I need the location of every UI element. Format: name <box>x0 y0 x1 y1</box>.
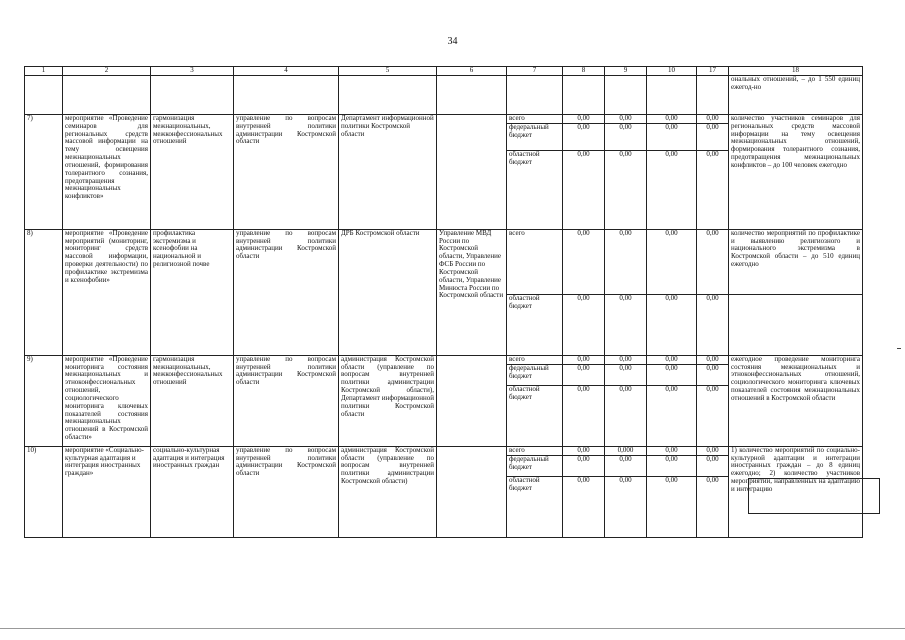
amount-cell: 0,00 <box>647 364 697 385</box>
funding-source: всего <box>507 355 563 364</box>
event-goal: гармонизация межнациональных, межконфессиональных отношений <box>151 115 234 230</box>
header-cell: 7 <box>507 67 563 76</box>
funding-source: всего <box>507 446 563 455</box>
amount-cell: 0,00 <box>605 150 647 229</box>
amount-cell: 0,00 <box>563 476 605 537</box>
header-row <box>25 67 863 76</box>
amount-cell: 0,00 <box>697 123 729 150</box>
amount-cell: 0,00 <box>605 476 647 537</box>
header-cell: 18 <box>729 67 863 76</box>
amount-cell: 0,00 <box>697 455 729 476</box>
event-name: мероприятие «Проведение мероприятий (мониторинг, мониторинг средств массовой информации, проверки деятельности) по профилактике экстремизма и ксенофобии» <box>63 229 151 355</box>
co-executor: администрация Костромской области (управление по вопросам внутренней политики администрации Костромской области), Департамент информационной политики Костромской области <box>339 355 437 446</box>
expected-result: ежегодное проведение мониторинга состояния межнациональных и этноконфессиональных отношений, социологического мониторинга ключевых показателей состояния межнациональных отношений в Костромской области <box>729 355 863 446</box>
expected-result: количество участников семинаров для региональных средств массовой информации на тему освещения межнациональных отношений, формирования толерантного сознания, предотвращения межнациональных конфликтов – до 100 человек ежегодно <box>729 115 863 230</box>
amount-cell: 0,00 <box>697 385 729 446</box>
amount-cell: 0,00 <box>647 123 697 150</box>
amount-cell: 0,00 <box>605 364 647 385</box>
table-row <box>25 355 863 364</box>
amount-cell: 0,00 <box>647 385 697 446</box>
funding-source: областной бюджет <box>507 476 563 537</box>
amount-cell: 0,00 <box>605 115 647 124</box>
header-cell: 2 <box>63 67 151 76</box>
program-table <box>24 66 863 538</box>
header-cell: 8 <box>563 67 605 76</box>
amount-cell: 0,00 <box>647 229 697 294</box>
funding-source: всего <box>507 229 563 294</box>
page-bottom-edge <box>0 628 905 629</box>
amount-cell: 0,00 <box>563 229 605 294</box>
amount-cell: 0,00 <box>563 446 605 455</box>
amount-cell: 0,00 <box>647 476 697 537</box>
responsible-executor: управление по вопросам внутренней политики администрации Костромской области <box>234 446 339 537</box>
event-name: мероприятие «Проведение семинаров для региональных средств массовой информации на тему освещения межнациональных отношений, формирования толерантного сознания, предотвращения межнациональных конфликтов» <box>63 115 151 230</box>
amount-cell: 0,00 <box>697 446 729 455</box>
amount-cell: 0,00 <box>605 294 647 355</box>
expected-result: 1) количество мероприятий по социально-культурной адаптации и интеграции иностранных граждан – до 8 единиц ежегодно; 2) количество участников мероприятий, направленных на адаптацию и интеграцию <box>729 446 863 537</box>
amount-cell: 0,00 <box>647 150 697 229</box>
amount-cell: 0,00 <box>697 355 729 364</box>
participants: Управление МВД России по Костромской области, Управление ФСБ России по Костромской области, Управление Минюста России по Костромской области <box>437 229 507 355</box>
amount-cell: 0,00 <box>697 150 729 229</box>
participants <box>437 115 507 230</box>
header-cell: 6 <box>437 67 507 76</box>
carryover-row <box>25 76 863 115</box>
amount-cell: 0,00 <box>605 385 647 446</box>
amount-cell: 0,00 <box>563 294 605 355</box>
amount-cell: 0,00 <box>605 229 647 294</box>
row-number: 9) <box>25 355 63 446</box>
funding-source: областной бюджет <box>507 385 563 446</box>
header-cell: 9 <box>605 67 647 76</box>
amount-cell: 0,00 <box>647 446 697 455</box>
responsible-executor: управление по вопросам внутренней политики администрации Костромской области <box>234 355 339 446</box>
funding-source: всего <box>507 115 563 124</box>
amount-cell: 0,00 <box>697 229 729 294</box>
co-executor: Департамент информационной политики Костромской области <box>339 115 437 230</box>
table-row <box>25 115 863 124</box>
row-number: 10) <box>25 446 63 537</box>
amount-cell: 0,00 <box>697 294 729 355</box>
amount-cell: 0,00 <box>563 150 605 229</box>
event-goal: профилактика экстремизма и ксенофобии на национальной и религиозной почве <box>151 229 234 355</box>
amount-cell: 0,00 <box>697 476 729 537</box>
row-number: 7) <box>25 115 63 230</box>
amount-cell: 0,00 <box>697 115 729 124</box>
funding-source: федеральный бюджет <box>507 455 563 476</box>
amount-cell: 0,00 <box>563 115 605 124</box>
amount-cell: 0,00 <box>563 455 605 476</box>
amount-cell: 0,00 <box>605 123 647 150</box>
carryover-result: ональных отношений, – до 1 550 единиц ежегод-но <box>729 76 863 115</box>
amount-cell: 0,00 <box>563 385 605 446</box>
responsible-executor: управление по вопросам внутренней политики администрации Костромской области <box>234 229 339 355</box>
amount-cell: 0,00 <box>605 455 647 476</box>
responsible-executor: управление по вопросам внутренней политики администрации Костромской области <box>234 115 339 230</box>
header-cell: 1 <box>25 67 63 76</box>
amount-cell: 0,00 <box>647 455 697 476</box>
amount-cell: 0,000 <box>605 446 647 455</box>
participants <box>437 355 507 446</box>
row-number: 8) <box>25 229 63 355</box>
funding-source: областной бюджет <box>507 150 563 229</box>
participants <box>437 446 507 537</box>
scan-mark <box>897 348 901 349</box>
amount-cell: 0,00 <box>647 115 697 124</box>
expected-result: количество мероприятий по профилактике и выявлению религиозного и национального экстремизма в Костромской области – до 510 единиц ежегодно <box>729 229 863 294</box>
amount-cell: 0,00 <box>605 355 647 364</box>
co-executor: администрация Костромской области (управление по вопросам внутренней политики администрации Костромской области) <box>339 446 437 537</box>
header-cell: 5 <box>339 67 437 76</box>
header-cell: 10 <box>647 67 697 76</box>
funding-source: федеральный бюджет <box>507 364 563 385</box>
header-cell: 3 <box>151 67 234 76</box>
funding-source: областной бюджет <box>507 294 563 355</box>
table-row <box>25 446 863 455</box>
header-cell: 17 <box>697 67 729 76</box>
header-cell: 4 <box>234 67 339 76</box>
event-name: мероприятие «Проведение мониторинга состояния межнациональных и этноконфессиональных отношений, социологического мониторинга ключевых показателей состояния межнациональных отношений в Костромской области» <box>63 355 151 446</box>
table-row <box>25 229 863 294</box>
funding-source: федеральный бюджет <box>507 123 563 150</box>
amount-cell: 0,00 <box>563 355 605 364</box>
amount-cell: 0,00 <box>563 123 605 150</box>
event-goal: гармонизация межнациональных, межконфессиональных отношений <box>151 355 234 446</box>
event-goal: социально-культурная адаптация и интеграция иностранных граждан <box>151 446 234 537</box>
amount-cell: 0,00 <box>697 364 729 385</box>
amount-cell: 0,00 <box>647 355 697 364</box>
co-executor: ДРБ Костромской области <box>339 229 437 355</box>
amount-cell: 0,00 <box>647 294 697 355</box>
amount-cell: 0,00 <box>563 364 605 385</box>
event-name: мероприятие «Социально-культурная адаптация и интеграция иностранных граждан» <box>63 446 151 537</box>
page-number: 34 <box>447 36 458 47</box>
